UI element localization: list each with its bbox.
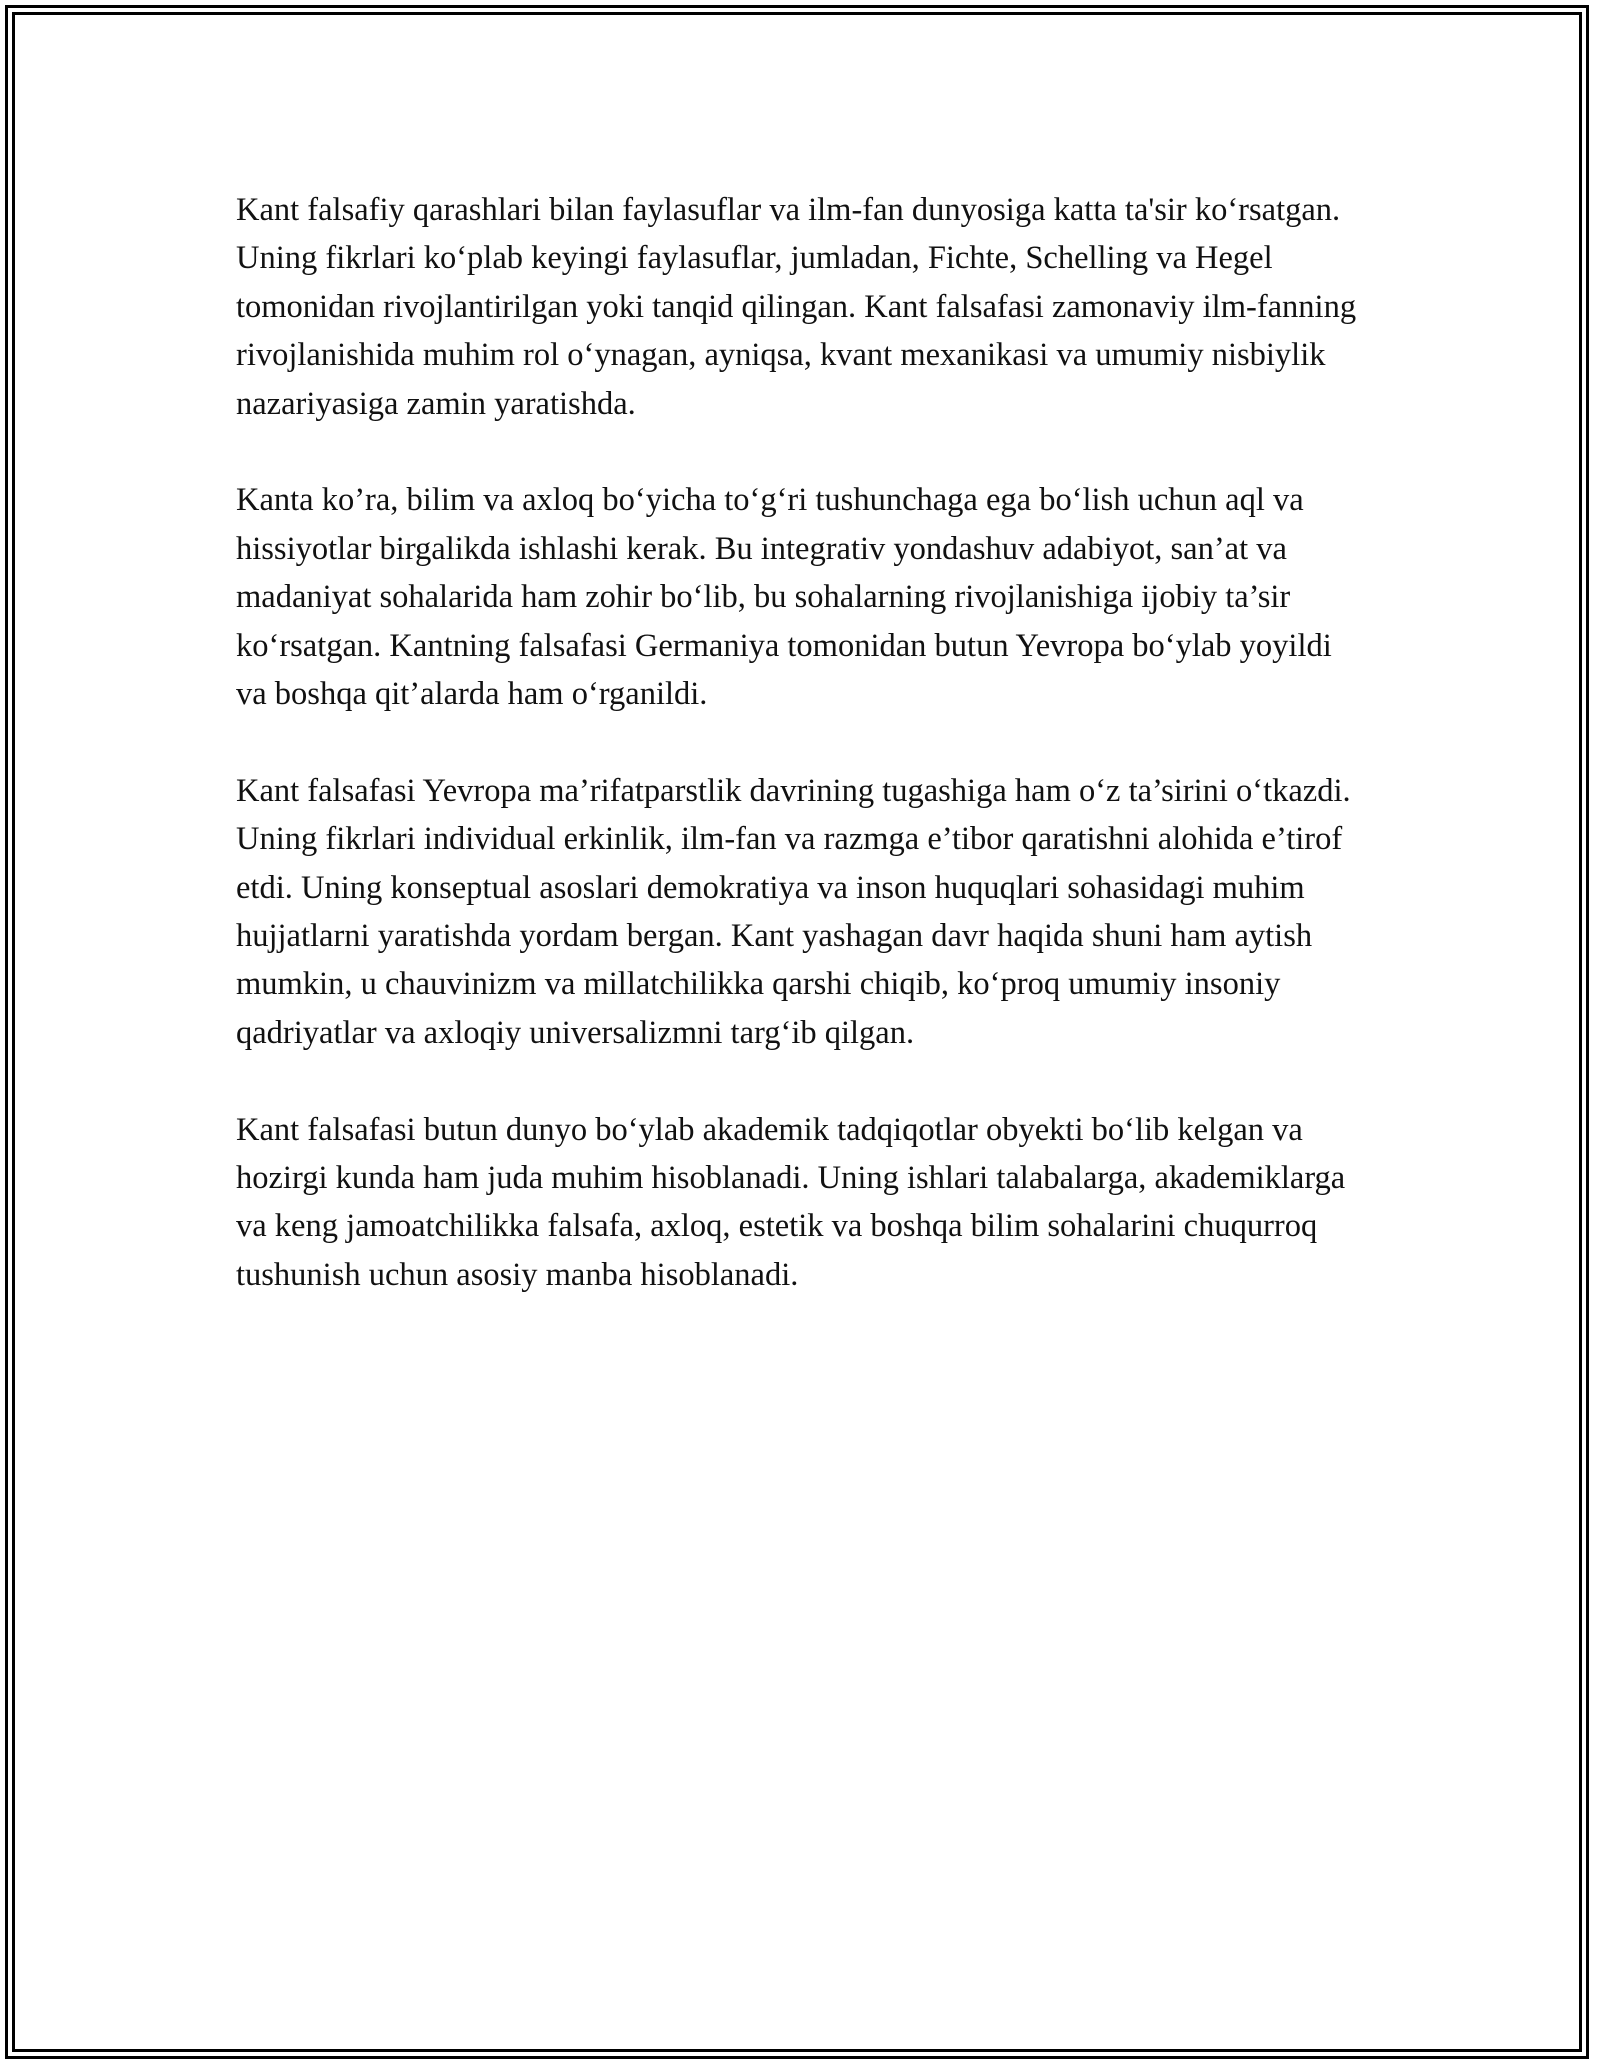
paragraph-1: Kant falsafiy qarashlari bilan faylasuflar va ilm-fan dunyosiga katta ta'sir ko‘rsatgan. Uning fikrlari ko‘plab keyingi faylasuflar, jumladan, Fichte, Schelling va Hegel tomonidan rivojlantirilgan yoki tanqid qilingan. Kant falsafasi zamonaviy ilm-fanning rivojlanishida muhim rol o‘ynagan, ayniqsa, kvant mexanikasi va umumiy nisbiylik nazariyasiga zamin yaratishda.	[236, 192, 1357, 422]
paragraph-3: Kant falsafasi Yevropa ma’rifatparstlik davrining tugashiga ham o‘z ta’sirini o‘tkazdi. Uning fikrlari individual erkinlik, ilm-fan va razmga e’tibor qaratishni alohida e’tirof etdi. Uning konseptual asoslari demokratiya va inson huquqlari sohasidagi muhim hujjatlarni yaratishda yordam bergan. Kant yashagan davr haqida shuni ham aytish mumkin, u chauvinizm va millatchilikka qarshi chiqib, ko‘proq umumiy insoniy qadriyatlar va axloqiy universalizmni targ‘ib qilgan.	[236, 772, 1351, 1051]
paragraph-2: Kanta ko’ra, bilim va axloq bo‘yicha to‘g‘ri tushunchaga ega bo‘lish uchun aql va hissiyotlar birgalikda ishlashi kerak. Bu integrativ yondashuv adabiyot, san’at va madaniyat sohalarida ham zohir bo‘lib, bu sohalarning rivojlanishiga ijobiy ta’sir ko‘rsatgan. Kantning falsafasi Germaniya tomonidan butun Yevropa bo‘ylab yoyildi va boshqa qit’alarda ham o‘rganildi.	[236, 482, 1332, 713]
paragraph-4: Kant falsafasi butun dunyo bo‘ylab akademik tadqiqotlar obyekti bo‘lib kelgan va hozirgi kunda ham juda muhim hisoblanadi. Uning ishlari talabalarga, akademiklarga va keng jamoatchilikka falsafa, axloq, estetik va boshqa bilim sohalarini chuqurroq tushunish uchun asosiy manba hisoblanadi.	[236, 1111, 1346, 1293]
document-body	[236, 186, 1366, 1348]
